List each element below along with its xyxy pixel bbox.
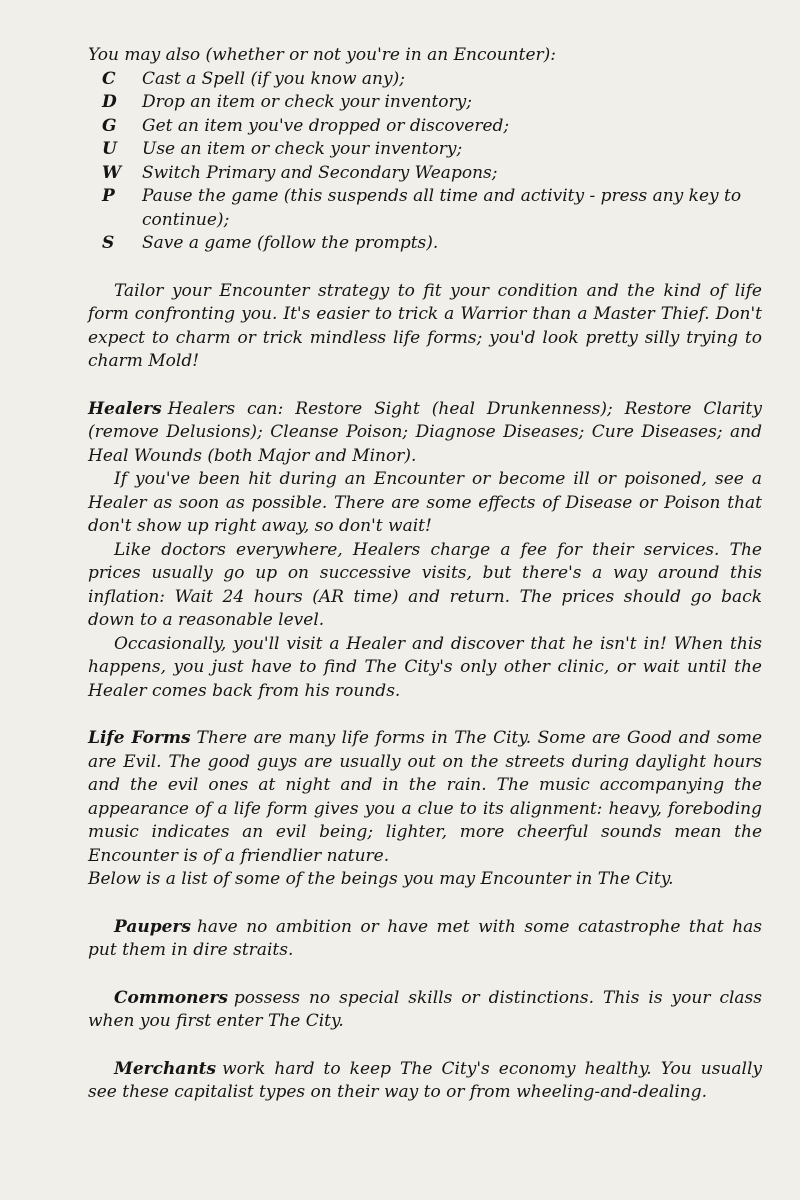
healers-text-3: Like doctors everywhere, Healers charge a fee for their services. The prices usually go up on successive visits, but there's a way around this inflation: Wait 24 hours (AR time) and return. The prices should go back down to a reasonable level. [88,539,762,630]
tailor-paragraph [88,280,762,374]
command-key: W [102,162,122,183]
healers-text-2: If you've been hit during an Encounter or become ill or poisoned, see a Healer as soon as possible. There are some effects of Disease or Poison that don't show up right away, so don't wait! [88,469,762,536]
healers-paragraph-4 [88,633,762,704]
life-forms-paragraph-2 [88,868,762,892]
manual-page [88,44,762,1105]
command-key: D [102,92,117,112]
life-forms-text-1: There are many life forms in The City. Some are Good and some are Evil. The good guys are usually out on the streets during daylight hours and the evil ones at night and in the rain. The music accompanying the appearance of a life form gives you a clue to its alignment: heavy, foreboding music indicates an evil being; lighter, more cheerful sounds mean the Encounter is of a friendlier nature. [88,728,763,866]
healers-paragraph-2 [88,468,762,539]
command-item-save [102,232,762,256]
class-commoners [88,987,762,1034]
class-name: Merchants [114,1058,217,1079]
class-description: work hard to keep The City's economy healthy. You usually see these capitalist types on their way to or from wheeling-and-dealing. [88,1058,762,1102]
tailor-text: Tailor your Encounter strategy to fit your condition and the kind of life form confronting you. It's easier to trick a Warrior than a Master Thief. Don't expect to charm or trick mindless life forms; you'd look pretty silly trying to charm Mold! [88,280,762,371]
command-description: Use an item or check your inventory; [142,139,463,159]
command-item-get [102,115,762,139]
command-item-switch [102,162,762,186]
life-forms-heading: Life Forms [88,728,191,748]
healers-heading: Healers [88,398,162,419]
healers-paragraph-3 [88,539,762,633]
command-description: Get an item you've dropped or discovered; [142,115,510,136]
class-merchants [88,1058,762,1105]
command-item-drop [102,91,762,115]
command-key: U [102,139,117,159]
command-description: Drop an item or check your inventory; [142,92,472,112]
class-paupers [88,916,762,963]
command-key: G [102,115,117,136]
life-forms-section [88,727,762,892]
command-key: S [102,233,115,253]
healers-text-4: Occasionally, you'll visit a Healer and discover that he isn't in! When this happens, you just have to find The City's only other clinic, or wait until the Healer comes back from his rounds. [88,633,762,701]
life-forms-text-2: Below is a list of some of the beings you may Encounter in The City. [88,869,674,889]
command-item-pause [102,185,762,232]
intro-line: You may also (whether or not you're in an Encounter): [88,45,556,65]
healers-section [88,398,762,704]
command-item-cast [102,68,762,92]
class-name: Commoners [114,987,228,1008]
class-name: Paupers [114,916,191,937]
command-description: Pause the game (this suspends all time and activity - press any key to continue); [142,186,742,230]
class-description: have no ambition or have met with some catastrophe that has put them in dire straits. [88,916,762,960]
command-description: Save a game (follow the prompts). [142,233,439,253]
command-description: Switch Primary and Secondary Weapons; [142,162,498,183]
command-description: Cast a Spell (if you know any); [142,68,405,89]
class-description: possess no special skills or distinctions. This is your class when you first enter The City. [88,987,762,1031]
command-list [102,68,762,256]
command-key: C [102,68,116,89]
healers-paragraph-1 [88,398,762,469]
command-item-use [102,138,762,162]
command-key: P [102,186,115,206]
healers-text-1: Healers can: Restore Sight (heal Drunkenness); Restore Clarity (remove Delusions); Cleanse Poison; Diagnose Diseases; Cure Diseases; and Heal Wounds (both Major and Minor). [88,398,762,466]
life-forms-paragraph-1 [88,727,762,868]
